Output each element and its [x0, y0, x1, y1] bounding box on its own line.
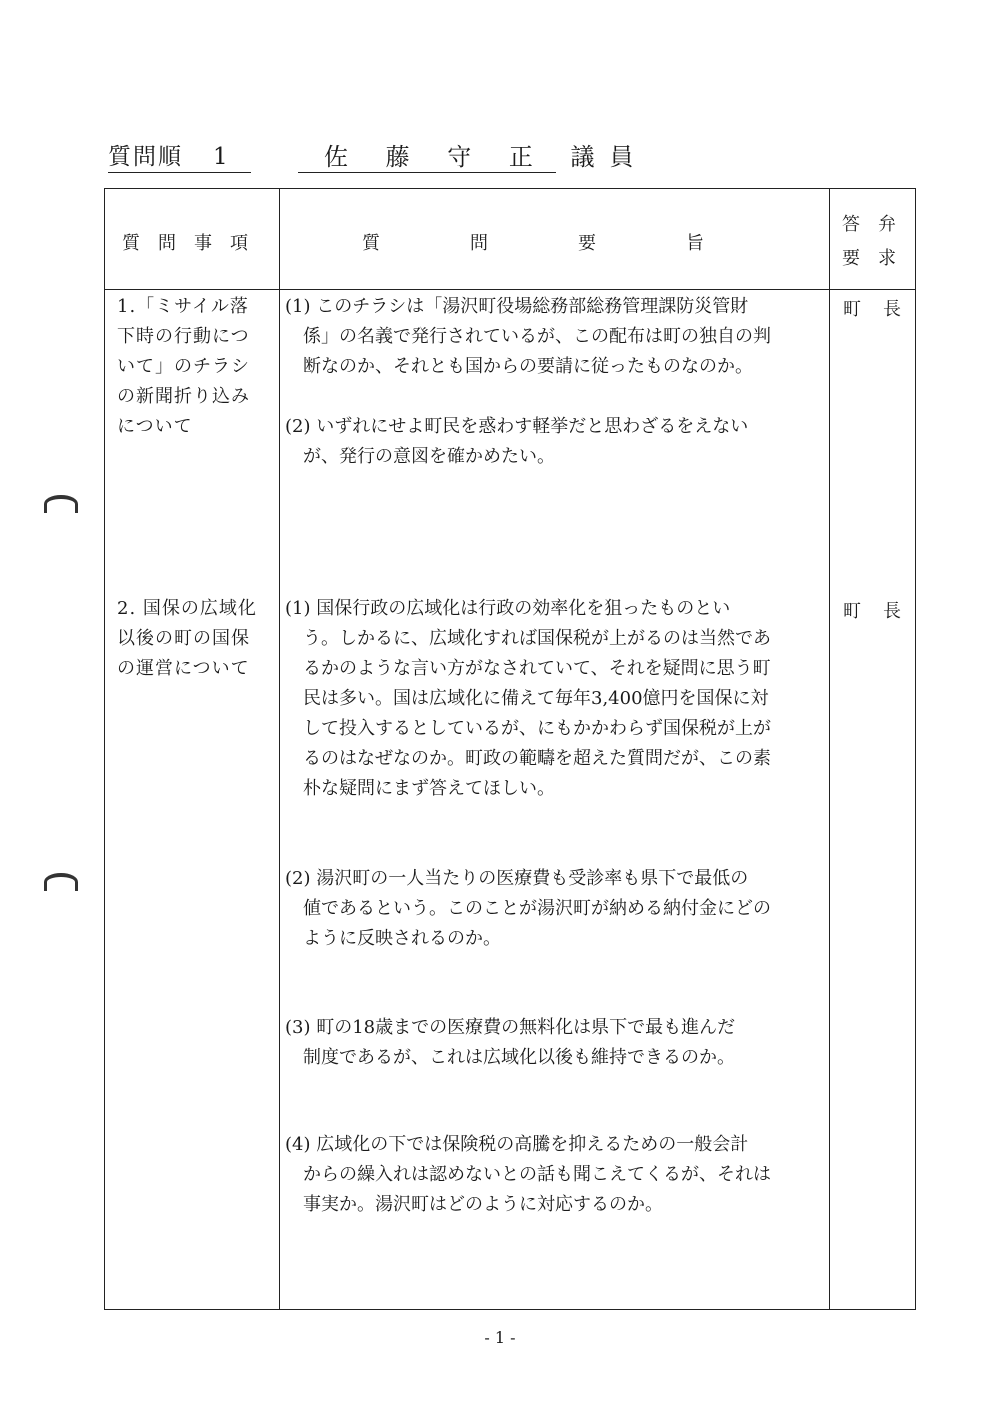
punch-hole-mark [44, 873, 78, 891]
row-2-item-4 [285, 1130, 825, 1220]
item-line: 民は多い。国は広域化に備えて毎年3,400億円を国保に対 [303, 688, 769, 709]
row-2-item-3 [285, 1013, 825, 1073]
row-2-item-2 [285, 864, 825, 954]
item-line: (4) 広域化の下では保険税の高騰を抑えるための一般会計 [285, 1134, 749, 1155]
question-order-label: 質問順 [108, 144, 183, 170]
item-line: う。しかるに、広域化すれば国保税が上がるのは当然であ [303, 628, 771, 649]
topic-line: の新聞折り込み [117, 386, 250, 407]
column-header-topic: 質 問 事 項 [122, 233, 248, 254]
item-line: (2) 湯沢町の一人当たりの医療費も受診率も県下で最低の [285, 868, 749, 889]
topic-line: 2. 国保の広域化 [117, 598, 257, 619]
topic-line: 1.「ミサイル落 [117, 296, 249, 317]
question-order [108, 142, 251, 173]
row-1-item-1 [285, 292, 825, 382]
item-line: (1) このチラシは「湯沢町役場総務部総務管理課防災管財 [285, 296, 749, 317]
column-header-content: 質 問 要 旨 [362, 233, 704, 254]
column-divider-answer [829, 188, 830, 1310]
page-number: - 1 - [484, 1328, 516, 1347]
item-line: からの繰入れは認めないとの話も聞こえてくるが、それは [303, 1164, 771, 1185]
item-line: して投入するとしているが、にもかかわらず国保税が上が [303, 718, 771, 739]
item-line: 事実か。湯沢町はどのように対応するのか。 [303, 1194, 663, 1215]
item-line: 制度であるが、これは広域化以後も維持できるのか。 [303, 1047, 735, 1068]
item-line: るかのような言い方がなされていて、それを疑問に思う町 [303, 658, 771, 679]
item-line: 朴な疑問にまず答えてほしい。 [303, 778, 555, 799]
row-1-answer: 町長 [843, 299, 923, 320]
row-2-item-1 [285, 594, 825, 804]
item-line: 値であるという。このことが湯沢町が納める納付金にどの [303, 898, 771, 919]
row-1-item-2 [285, 412, 825, 472]
row-2-topic [117, 594, 273, 684]
item-line: 係」の名義で発行されているが、この配布は町の独自の判 [303, 326, 771, 347]
item-line: ように反映されるのか。 [303, 928, 501, 949]
row-1-topic [117, 292, 273, 442]
item-line: (1) 国保行政の広域化は行政の効率化を狙ったものとい [285, 598, 731, 619]
item-line: (3) 町の18歳までの医療費の無料化は県下で最も進んだ [285, 1017, 736, 1038]
column-header-answer-line2: 要 求 [842, 248, 896, 269]
column-divider-topic [279, 188, 280, 1310]
header-row-divider [104, 289, 916, 290]
item-line: 断なのか、それとも国からの要請に従ったものなのか。 [303, 356, 753, 377]
topic-line: いて」のチラシ [117, 356, 250, 377]
member-name: 佐 藤 守 正 議員 [298, 142, 556, 173]
punch-hole-mark [44, 495, 78, 513]
row-2-answer: 町長 [843, 601, 923, 622]
item-line: るのはなぜなのか。町政の範疇を超えた質問だが、この素 [303, 748, 771, 769]
column-header-answer-line1: 答 弁 [842, 214, 896, 235]
topic-line: の運営について [117, 658, 250, 679]
topic-line: について [117, 416, 193, 437]
topic-line: 下時の行動につ [117, 326, 250, 347]
item-line: が、発行の意図を確かめたい。 [303, 446, 555, 467]
item-line: (2) いずれにせよ町民を惑わす軽挙だと思わざるをえない [285, 416, 749, 437]
question-order-number: 1 [213, 144, 230, 170]
topic-line: 以後の町の国保 [117, 628, 250, 649]
